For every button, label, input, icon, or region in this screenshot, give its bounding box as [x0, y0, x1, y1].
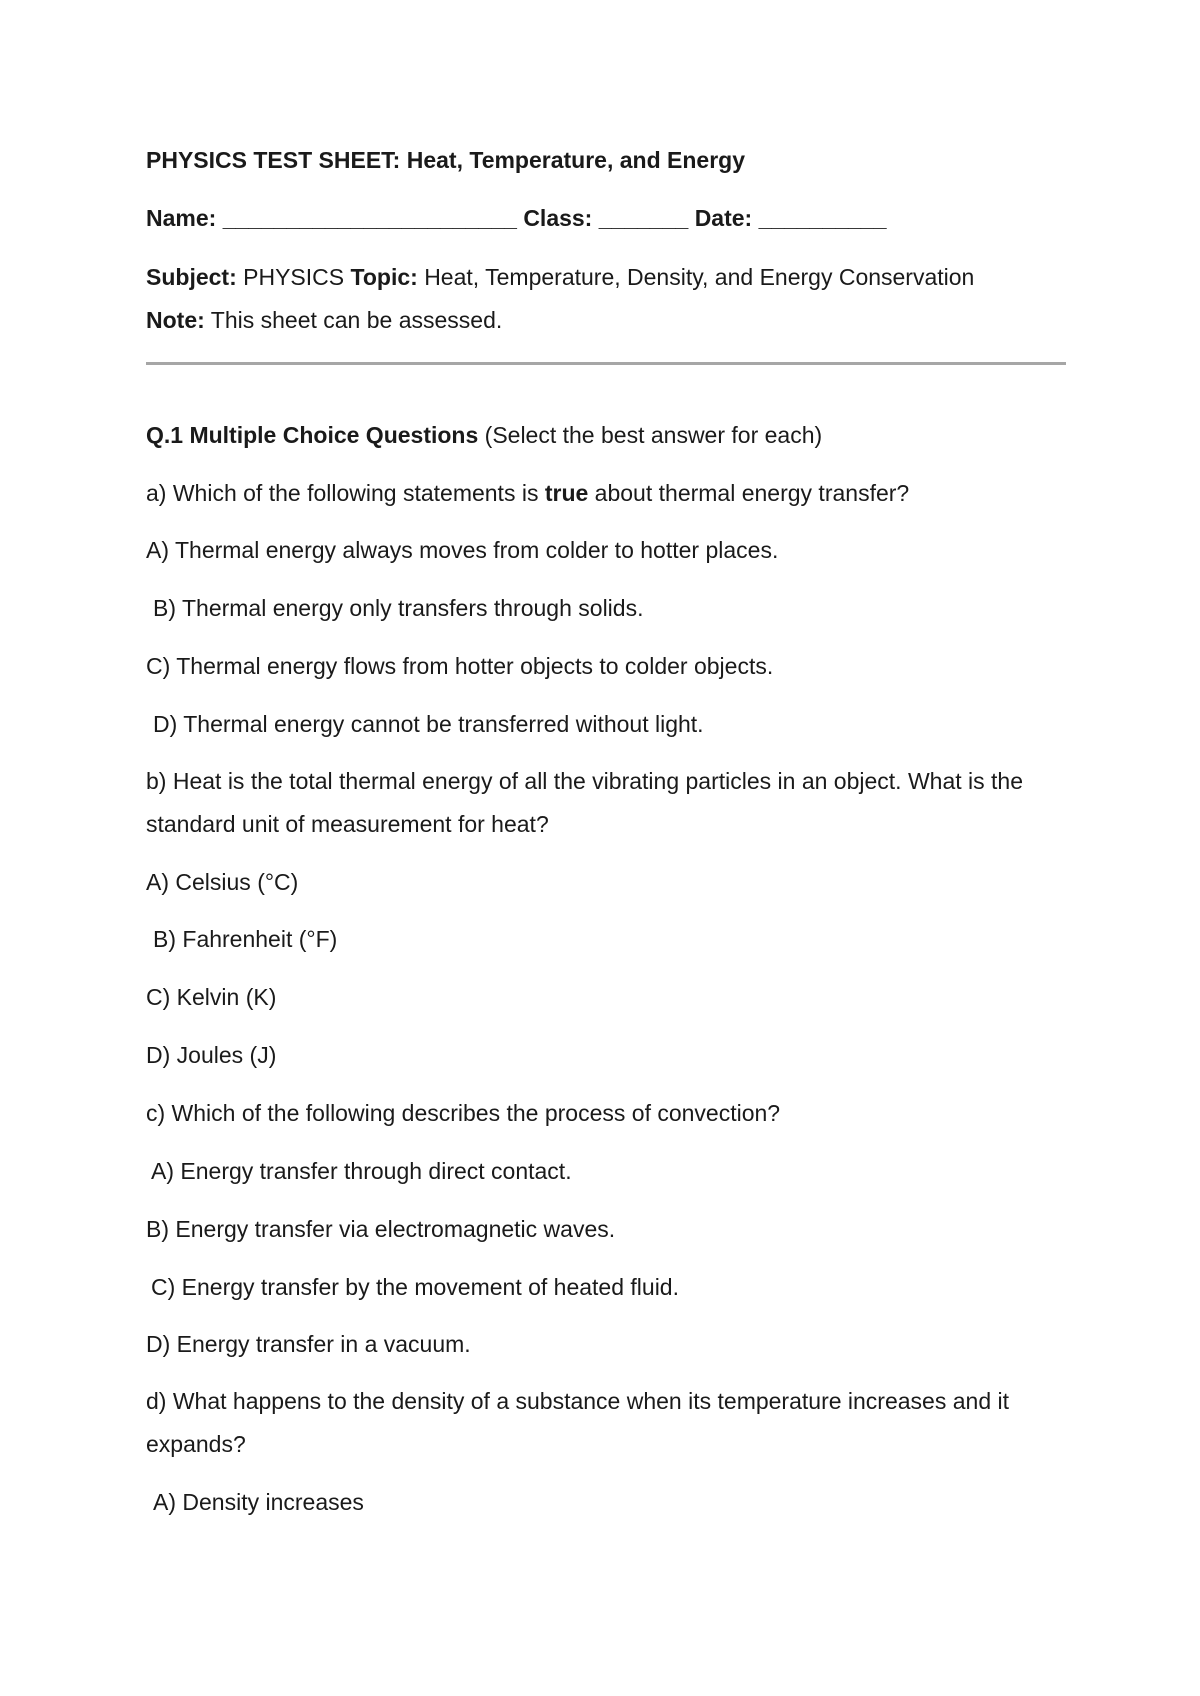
note-value: This sheet can be assessed.: [210, 307, 503, 333]
subject-value: PHYSICS: [243, 264, 345, 290]
question-a-stem-end: about thermal energy transfer?: [588, 480, 910, 506]
question-c-option-a: A) Energy transfer through direct contact.: [151, 1158, 572, 1184]
question-c-option-d: D) Energy transfer in a vacuum.: [146, 1331, 471, 1357]
section-heading: [146, 420, 822, 450]
topic-value: Heat, Temperature, Density, and Energy Conservation: [424, 264, 975, 290]
page-title: PHYSICS TEST SHEET: Heat, Temperature, and Energy: [146, 147, 745, 173]
date-label: Date:: [694, 205, 753, 231]
question-b-option-a: A) Celsius (°C): [146, 869, 299, 895]
question-a-stem-emphasis: true: [544, 480, 589, 506]
question-d-option-a: A) Density increases: [153, 1489, 364, 1515]
question-b-option-c: C) Kelvin (K): [146, 984, 277, 1010]
date-blank: __________: [758, 205, 887, 231]
section-title: Q.1 Multiple Choice Questions: [146, 422, 479, 448]
topic-label: Topic:: [350, 264, 418, 290]
class-blank: _______: [598, 205, 689, 231]
student-info-row: [146, 203, 887, 233]
question-c-option-c: C) Energy transfer by the movement of heated fluid.: [151, 1274, 679, 1300]
class-label: Class:: [523, 205, 593, 231]
question-a-option-c: C) Thermal energy flows from hotter objects to colder objects.: [146, 653, 774, 679]
question-c-stem: c) Which of the following describes the process of convection?: [146, 1100, 781, 1126]
subject-topic-line: [146, 262, 974, 292]
question-c-option-b: B) Energy transfer via electromagnetic waves.: [146, 1216, 616, 1242]
question-a-option-a: A) Thermal energy always moves from colder to hotter places.: [146, 537, 779, 563]
question-d-stem: d) What happens to the density of a substance when its temperature increases and it expands?: [146, 1388, 1009, 1457]
name-blank: _______________________: [222, 205, 517, 231]
question-b-stem: b) Heat is the total thermal energy of all the vibrating particles in an object. What is the standard unit of measurement for heat?: [146, 768, 1023, 837]
question-a-stem: [146, 478, 909, 508]
name-label: Name:: [146, 205, 217, 231]
question-a-option-b: B) Thermal energy only transfers through solids.: [153, 595, 644, 621]
question-b-option-d: D) Joules (J): [146, 1042, 277, 1068]
note-line: [146, 305, 502, 335]
horizontal-divider: [146, 362, 1066, 365]
question-a-option-d: D) Thermal energy cannot be transferred without light.: [153, 711, 704, 737]
note-label: Note:: [146, 307, 205, 333]
question-b-option-b: B) Fahrenheit (°F): [153, 926, 338, 952]
section-instruction: (Select the best answer for each): [484, 422, 823, 448]
question-a-stem-start: a) Which of the following statements is: [146, 480, 545, 506]
subject-label: Subject:: [146, 264, 237, 290]
